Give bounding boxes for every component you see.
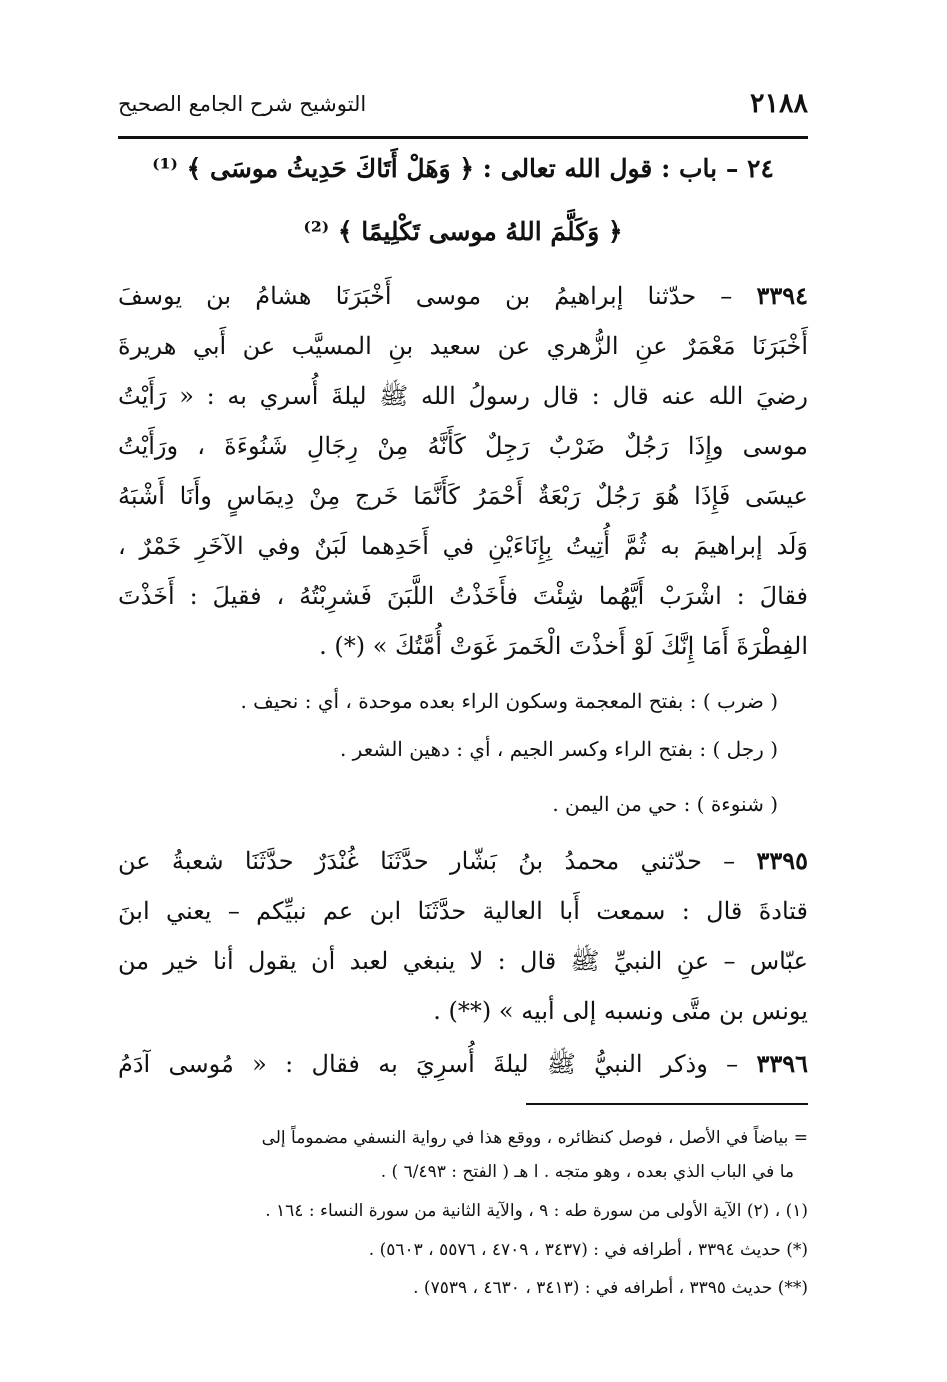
hadith-number: ٣٣٩٤ xyxy=(756,281,808,310)
page-header xyxy=(118,88,808,124)
hadith-3395-line-3: عبّاس – عنِ النبيِّ ﷺ قال : لا ينبغي لعبد أن يقول أنا خير من xyxy=(118,947,808,975)
gloss-rajil: ( رجل ) : بفتح الراء وكسر الجيم ، أي : دهين الشعر . xyxy=(339,737,778,761)
hadith-3395-line-4: يونس بن متَّى ونسبه إلى أبيه » (**) . xyxy=(433,997,808,1025)
footnote-continued-line-1: = بياضاً في الأصل ، فوصل كنظائره ، ووقع هذا في رواية النسفي مضموماً إلى xyxy=(261,1128,808,1148)
gloss-shanua: ( شنوءة ) : حي من اليمن . xyxy=(552,792,778,816)
hadith-3394-line-4: موسى وإِذَا رَجُلٌ ضَرْبٌ رَجِلٌ كَأَنَّهُ مِنْ رِجَالِ شَنُوءَةَ ، ورَأَيْتُ xyxy=(118,432,808,460)
hadith-text: – حدّثنا إبراهيمُ بن موسى أَخْبَرَنَا هشامُ بن يوسفَ xyxy=(118,282,733,310)
chapter-title-line-1: ٢٤ – باب : قول الله تعالى : ﴿ وَهَلْ أَتَاكَ حَدِيثُ موسَى ﴾ ⁽¹⁾ xyxy=(152,154,774,183)
hadith-3394-line-3: رضيَ الله عنه قال : قال رسولُ الله ﷺ ليلةَ أُسري به : « رَأَيْتُ xyxy=(118,382,808,410)
footnote-star: (*) حديث ٣٣٩٤ ، أطرافه في : (٣٤٣٧ ، ٤٧٠٩ ، ٥٥٧٦ ، ٥٦٠٣) . xyxy=(368,1240,808,1260)
hadith-3395-line-1 xyxy=(118,843,808,879)
hadith-3395-line-2: قتادةَ قال : سمعت أَبا العالية حدَّثَنَا ابن عم نبيِّكم – يعني ابنَ xyxy=(118,897,808,925)
hadith-3394-line-2: أَخْبَرَنَا مَعْمَرٌ عنِ الزُّهري عن سعيد بنِ المسيَّب عن أَبي هريرةَ xyxy=(118,332,808,360)
hadith-number: ٣٣٩٥ xyxy=(756,846,808,875)
footnote-rule xyxy=(526,1103,808,1105)
footnote-double-star: (**) حديث ٣٣٩٥ ، أطرافه في : (٣٤١٣ ، ٤٦٣٠ ، ٧٥٣٩) . xyxy=(413,1278,808,1298)
header-rule xyxy=(118,136,808,139)
hadith-3394-line-6: وَلَد إبراهيمَ به ثُمَّ أُتِيتُ بِإِنَاءَيْنِ في أَحَدِهما لَبَنٌ وفي الآخَرِ خَمْرٌ ، xyxy=(118,532,808,560)
running-title: التوشيح شرح الجامع الصحيح xyxy=(118,92,367,116)
footnote-1-2: (١) ، (٢) الآية الأولى من سورة طه : ٩ ، والآية الثانية من سورة النساء : ١٦٤ . xyxy=(265,1201,808,1221)
hadith-3394-line-5: عيسَى فَإِذَا هُوَ رَجُلٌ رَبْعَةٌ أَحْمَرُ كَأَنَّمَا خَرج مِنْ دِيمَاسٍ وأَنَا أَشْبَهُ xyxy=(118,482,808,510)
gloss-darb: ( ضرب ) : بفتح المعجمة وسكون الراء بعده موحدة ، أي : نحيف . xyxy=(240,689,778,713)
hadith-3394-line-8: الفِطْرَةَ أَمَا إِنَّكَ لَوْ أَخذْتَ الْخَمرَ غَوَتْ أُمَّتُكَ » (*) . xyxy=(319,632,808,660)
hadith-number: ٣٣٩٦ xyxy=(756,1049,808,1078)
hadith-3394-line-7: فقالَ : اشْرَبْ أَيَّهُما شِئْتَ فأَخَذْتُ اللَّبَنَ فَشرِبْتُهُ ، فقيلَ : أَخَذْتَ xyxy=(118,582,808,610)
hadith-3394-line-1 xyxy=(118,278,808,314)
hadith-text: – وذكر النبيُّ ﷺ ليلةَ أُسرِيَ به فقال : « مُوسى آدَمُ xyxy=(118,1050,739,1078)
hadith-text: – حدّثني محمدُ بنُ بَشّار حدَّثَنَا غُنْدَرٌ حدَّثَنَا شعبةُ عن xyxy=(118,847,736,875)
hadith-3396-line-1 xyxy=(118,1046,808,1082)
page-number: ٢١٨٨ xyxy=(749,88,808,119)
footnote-continued-line-2: ما في الباب الذي بعده ، وهو متجه . ا هـ ( الفتح : ٦/٤٩٣ ) . xyxy=(380,1162,794,1182)
chapter-title-line-2: ﴿ وَكَلَّمَ اللهُ موسى تَكْلِيمًا ﴾ ⁽²⁾ xyxy=(303,217,623,246)
